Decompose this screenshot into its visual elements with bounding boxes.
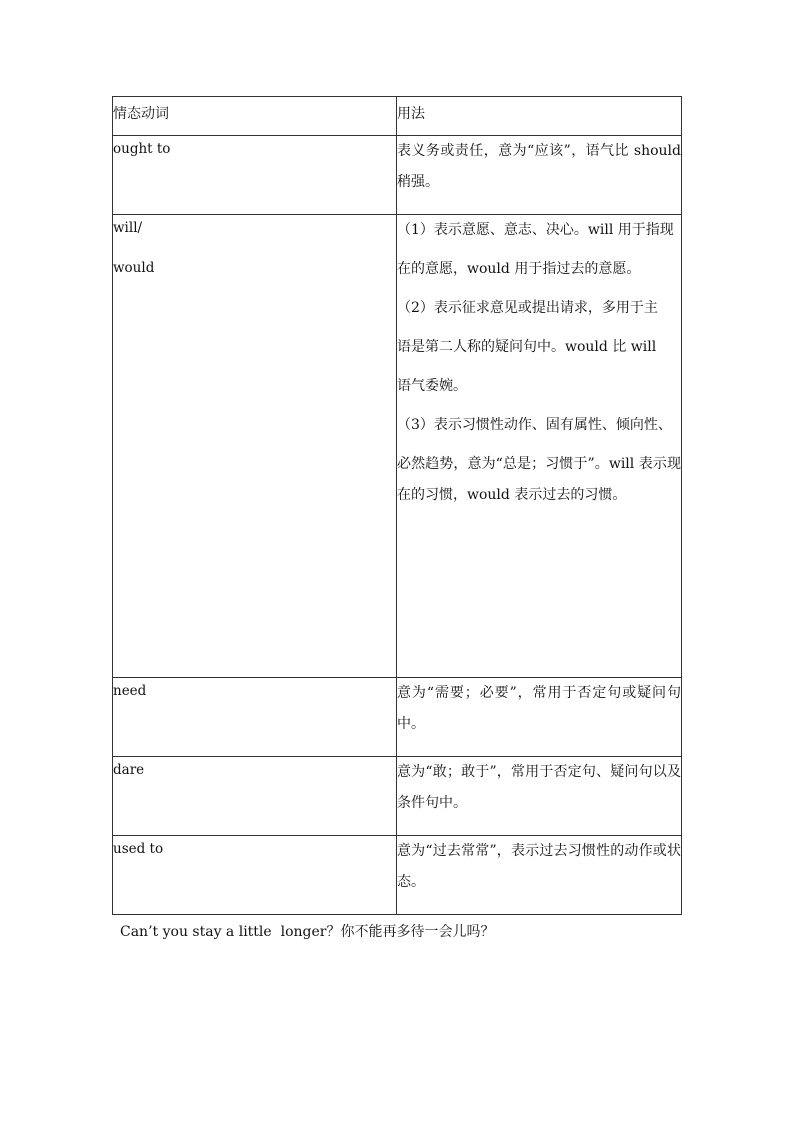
usage-cell (397, 136, 682, 215)
usage-text: （1）表示意愿、意志、决心。will 用于指现 (397, 222, 674, 238)
table-row (113, 136, 682, 215)
usage-text: 语气委婉。 (397, 378, 467, 394)
usage-text: 必然趋势，意为“总是；习惯于”。will 表示现在的习惯，would 表示过去的习惯。 (397, 456, 681, 503)
usage-cell (397, 836, 682, 915)
usage-text: 意为“需要；必要”，常用于否定句或疑问句中。 (397, 685, 681, 732)
header-modal-verb: 情态动词 (113, 97, 397, 136)
modal-verb-cell (113, 757, 397, 836)
modal-verb-text: need (113, 683, 147, 699)
modal-verbs-table (112, 96, 682, 915)
header-usage: 用法 (397, 97, 682, 136)
usage-cell (397, 215, 682, 678)
modal-verb-cell (113, 215, 397, 678)
usage-text: 在的意愿，would 用于指过去的意愿。 (397, 261, 641, 277)
usage-text: 语是第二人称的疑问句中。would 比 will (397, 339, 657, 355)
modal-verb-text: dare (113, 762, 145, 778)
usage-text: （3）表示习惯性动作、固有属性、倾向性、 (397, 417, 672, 433)
table-header-row (113, 97, 682, 136)
table-row (113, 757, 682, 836)
modal-verb-text: would (113, 260, 155, 276)
table-row (113, 678, 682, 757)
modal-verb-text: ought to (113, 141, 171, 157)
table-row (113, 836, 682, 915)
modal-verb-text: will/ (113, 220, 143, 236)
usage-text: 意为“过去常常”，表示过去习惯性的动作或状态。 (397, 843, 681, 890)
usage-cell (397, 757, 682, 836)
modal-verb-cell (113, 136, 397, 215)
usage-text: 意为“敢；敢于”，常用于否定句、疑问句以及条件句中。 (397, 764, 681, 811)
usage-cell (397, 678, 682, 757)
modal-verb-text: used to (113, 841, 164, 857)
table-row (113, 215, 682, 678)
modal-verb-cell (113, 836, 397, 915)
example-sentence: Can’t you stay a little longer？你不能再多待一会儿吗？ (120, 924, 495, 940)
modal-verb-cell (113, 678, 397, 757)
usage-text: （2）表示征求意见或提出请求，多用于主 (397, 300, 658, 316)
usage-text: 表义务或责任，意为“应该”，语气比 should 稍强。 (397, 143, 681, 190)
